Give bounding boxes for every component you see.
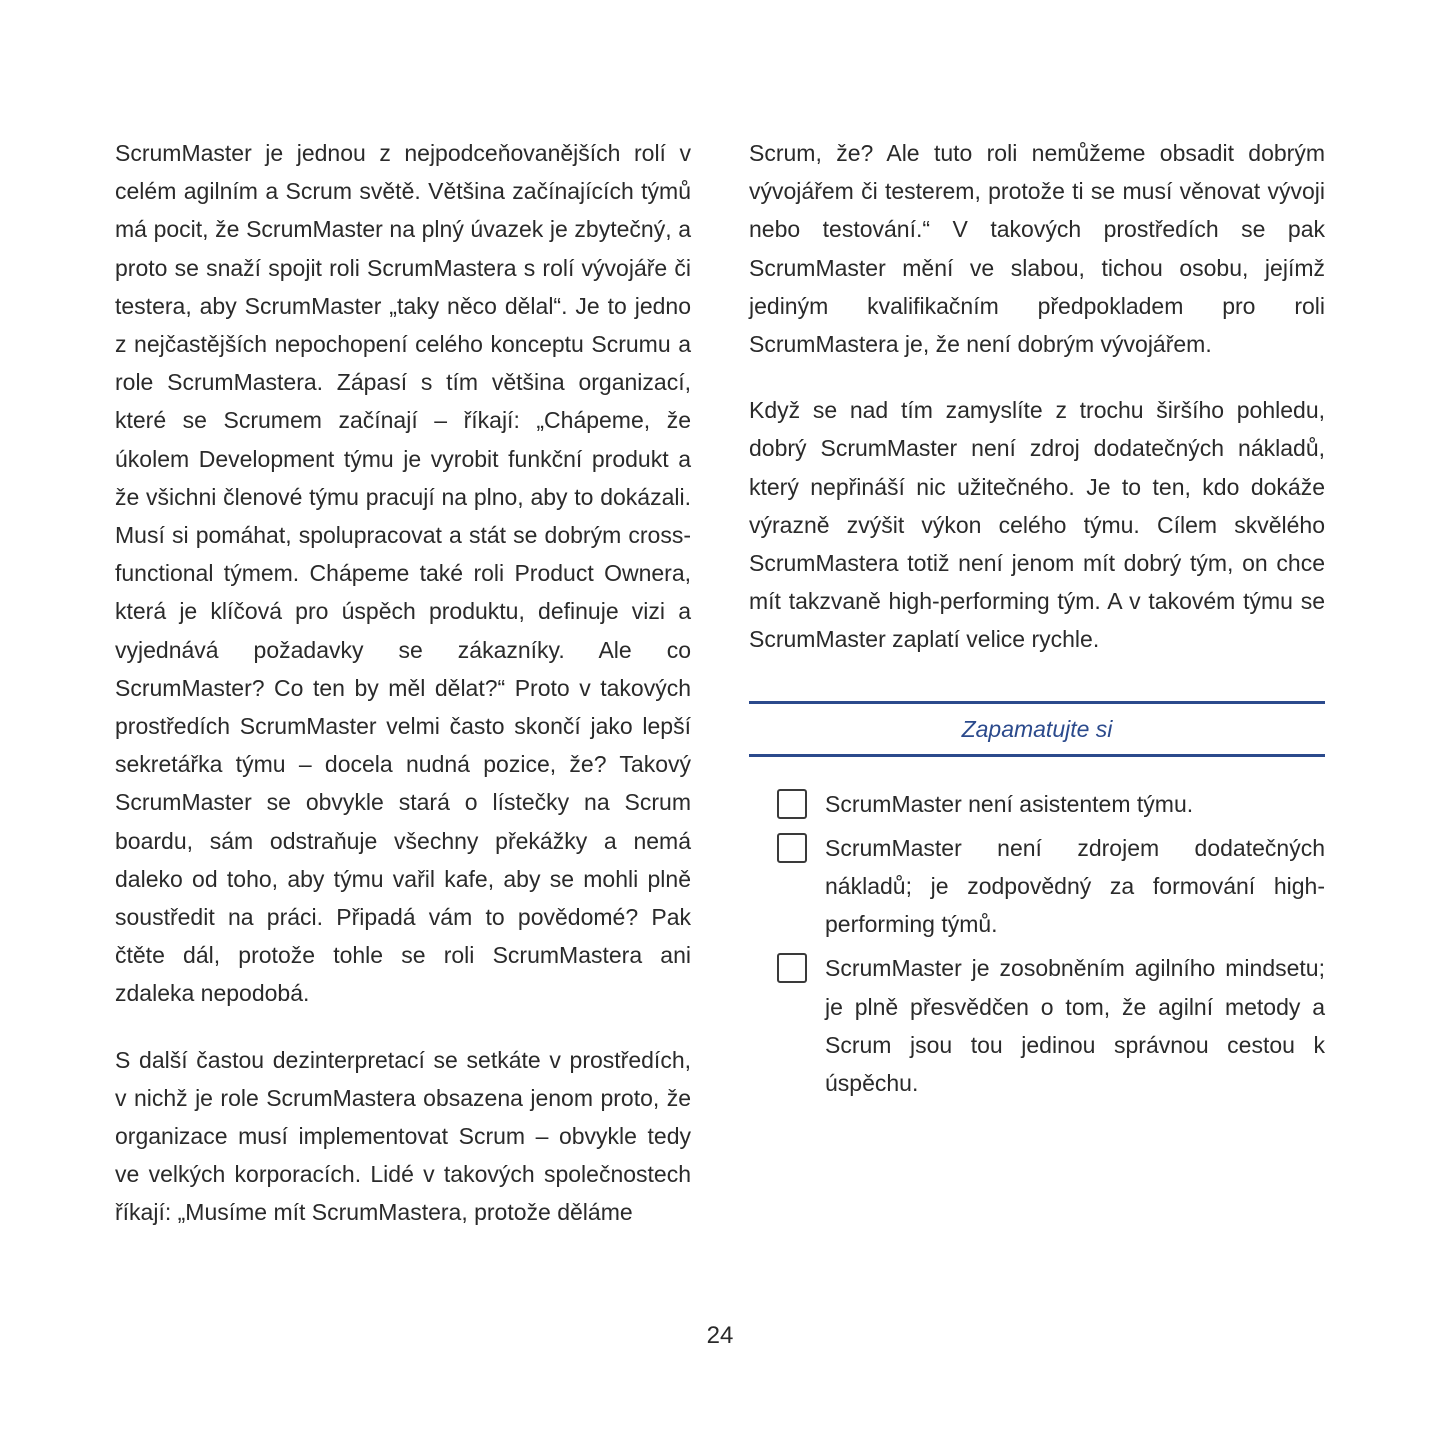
- body-paragraph: S další častou dezinterpretací se setkáte v prostředích, v nichž je role ScrumMastera obsazena jenom proto, že organizace musí implementovat Scrum – obvykle tedy ve velkých korporacích. Lidé v takových společnostech říkají: „Musíme mít ScrumMastera, protože děláme: [115, 1046, 691, 1226]
- remember-list: [749, 785, 1325, 1103]
- left-column: [115, 134, 691, 1260]
- remember-item: [749, 829, 1325, 944]
- body-paragraph: Když se nad tím zamyslíte z trochu širšího pohledu, dobrý ScrumMaster není zdroj dodatečných nákladů, který nepřináší nic užitečného. Je to ten, kdo dokáže výrazně zvýšit výkon celého týmu. Cílem skvělého ScrumMastera totiž není jenom mít dobrý tým, on chce mít takzvaně high-performing tým. A v takovém týmu se ScrumMaster zaplatí velice rychle.: [749, 397, 1325, 653]
- remember-item: [749, 785, 1325, 823]
- checkbox-icon[interactable]: [777, 833, 807, 863]
- body-paragraph: ScrumMaster je jednou z nejpodceňovanějších rolí v celém agilním a Scrum světě. Většina začínajících týmů má pocit, že ScrumMaster na plný úvazek je zbytečný, a proto se snaží spojit roli ScrumMastera s rolí vývojáře či testera, aby ScrumMaster „taky něco dělal“. Je to jedno z nejčastějších nepochopení celého konceptu Scrumu a role ScrumMastera. Zápasí s tím většina organizací, které se Scrumem začínají – říkají: „Chápeme, že úkolem Development týmu je vyrobit funkční produkt a že všichni členové týmu pracují na plno, aby to dokázali. Musí si pomáhat, spolupracovat a stát se dobrým cross-functional týmem. Chápeme také roli Product Ownera, která je klíčová pro úspěch produktu, definuje vizi a vyjednává požadavky se zákazníky. Ale co ScrumMaster? Co ten by měl dělat?“ Proto v takových prostředích ScrumMaster velmi často skončí jako lepší sekretářka týmu – docela nudná pozice, že? Takový ScrumMaster se obvykle stará o lístečky na Scrum boardu, sám odstraňuje všechny překážky a nemá daleko od toho, aby týmu vařil kafe, aby se mohli plně soustředit na práci. Připadá vám to povědomé? Pak čtěte dál, protože tohle se roli ScrumMastera ani zdaleka nepodobá.: [115, 140, 691, 1007]
- remember-item-text: ScrumMaster není asistentem týmu.: [825, 790, 1194, 817]
- remember-item-text: ScrumMaster je zosobněním agilního mindsetu; je plně přesvědčen o tom, že agilní metody a Scrum jsou tou jedinou správnou cestou k úspěchu.: [825, 955, 1325, 1097]
- remember-box-title: Zapamatujte si: [749, 701, 1325, 757]
- right-column: [749, 134, 1325, 1108]
- remember-item: [749, 949, 1325, 1102]
- remember-box: [749, 701, 1325, 1103]
- remember-item-text: ScrumMaster není zdrojem dodatečných nákladů; je zodpovědný za formování high-performing týmů.: [825, 834, 1325, 938]
- checkbox-icon[interactable]: [777, 789, 807, 819]
- page-number: 24: [706, 1322, 734, 1349]
- body-paragraph: Scrum, že? Ale tuto roli nemůžeme obsadit dobrým vývojářem či testerem, protože ti se musí věnovat vývoji nebo testování.“ V takových prostředích se pak ScrumMaster mění ve slabou, tichou osobu, jejímž jediným kvalifikačním předpokladem pro roli ScrumMastera je, že není dobrým vývojářem.: [749, 140, 1325, 358]
- checkbox-icon[interactable]: [777, 953, 807, 983]
